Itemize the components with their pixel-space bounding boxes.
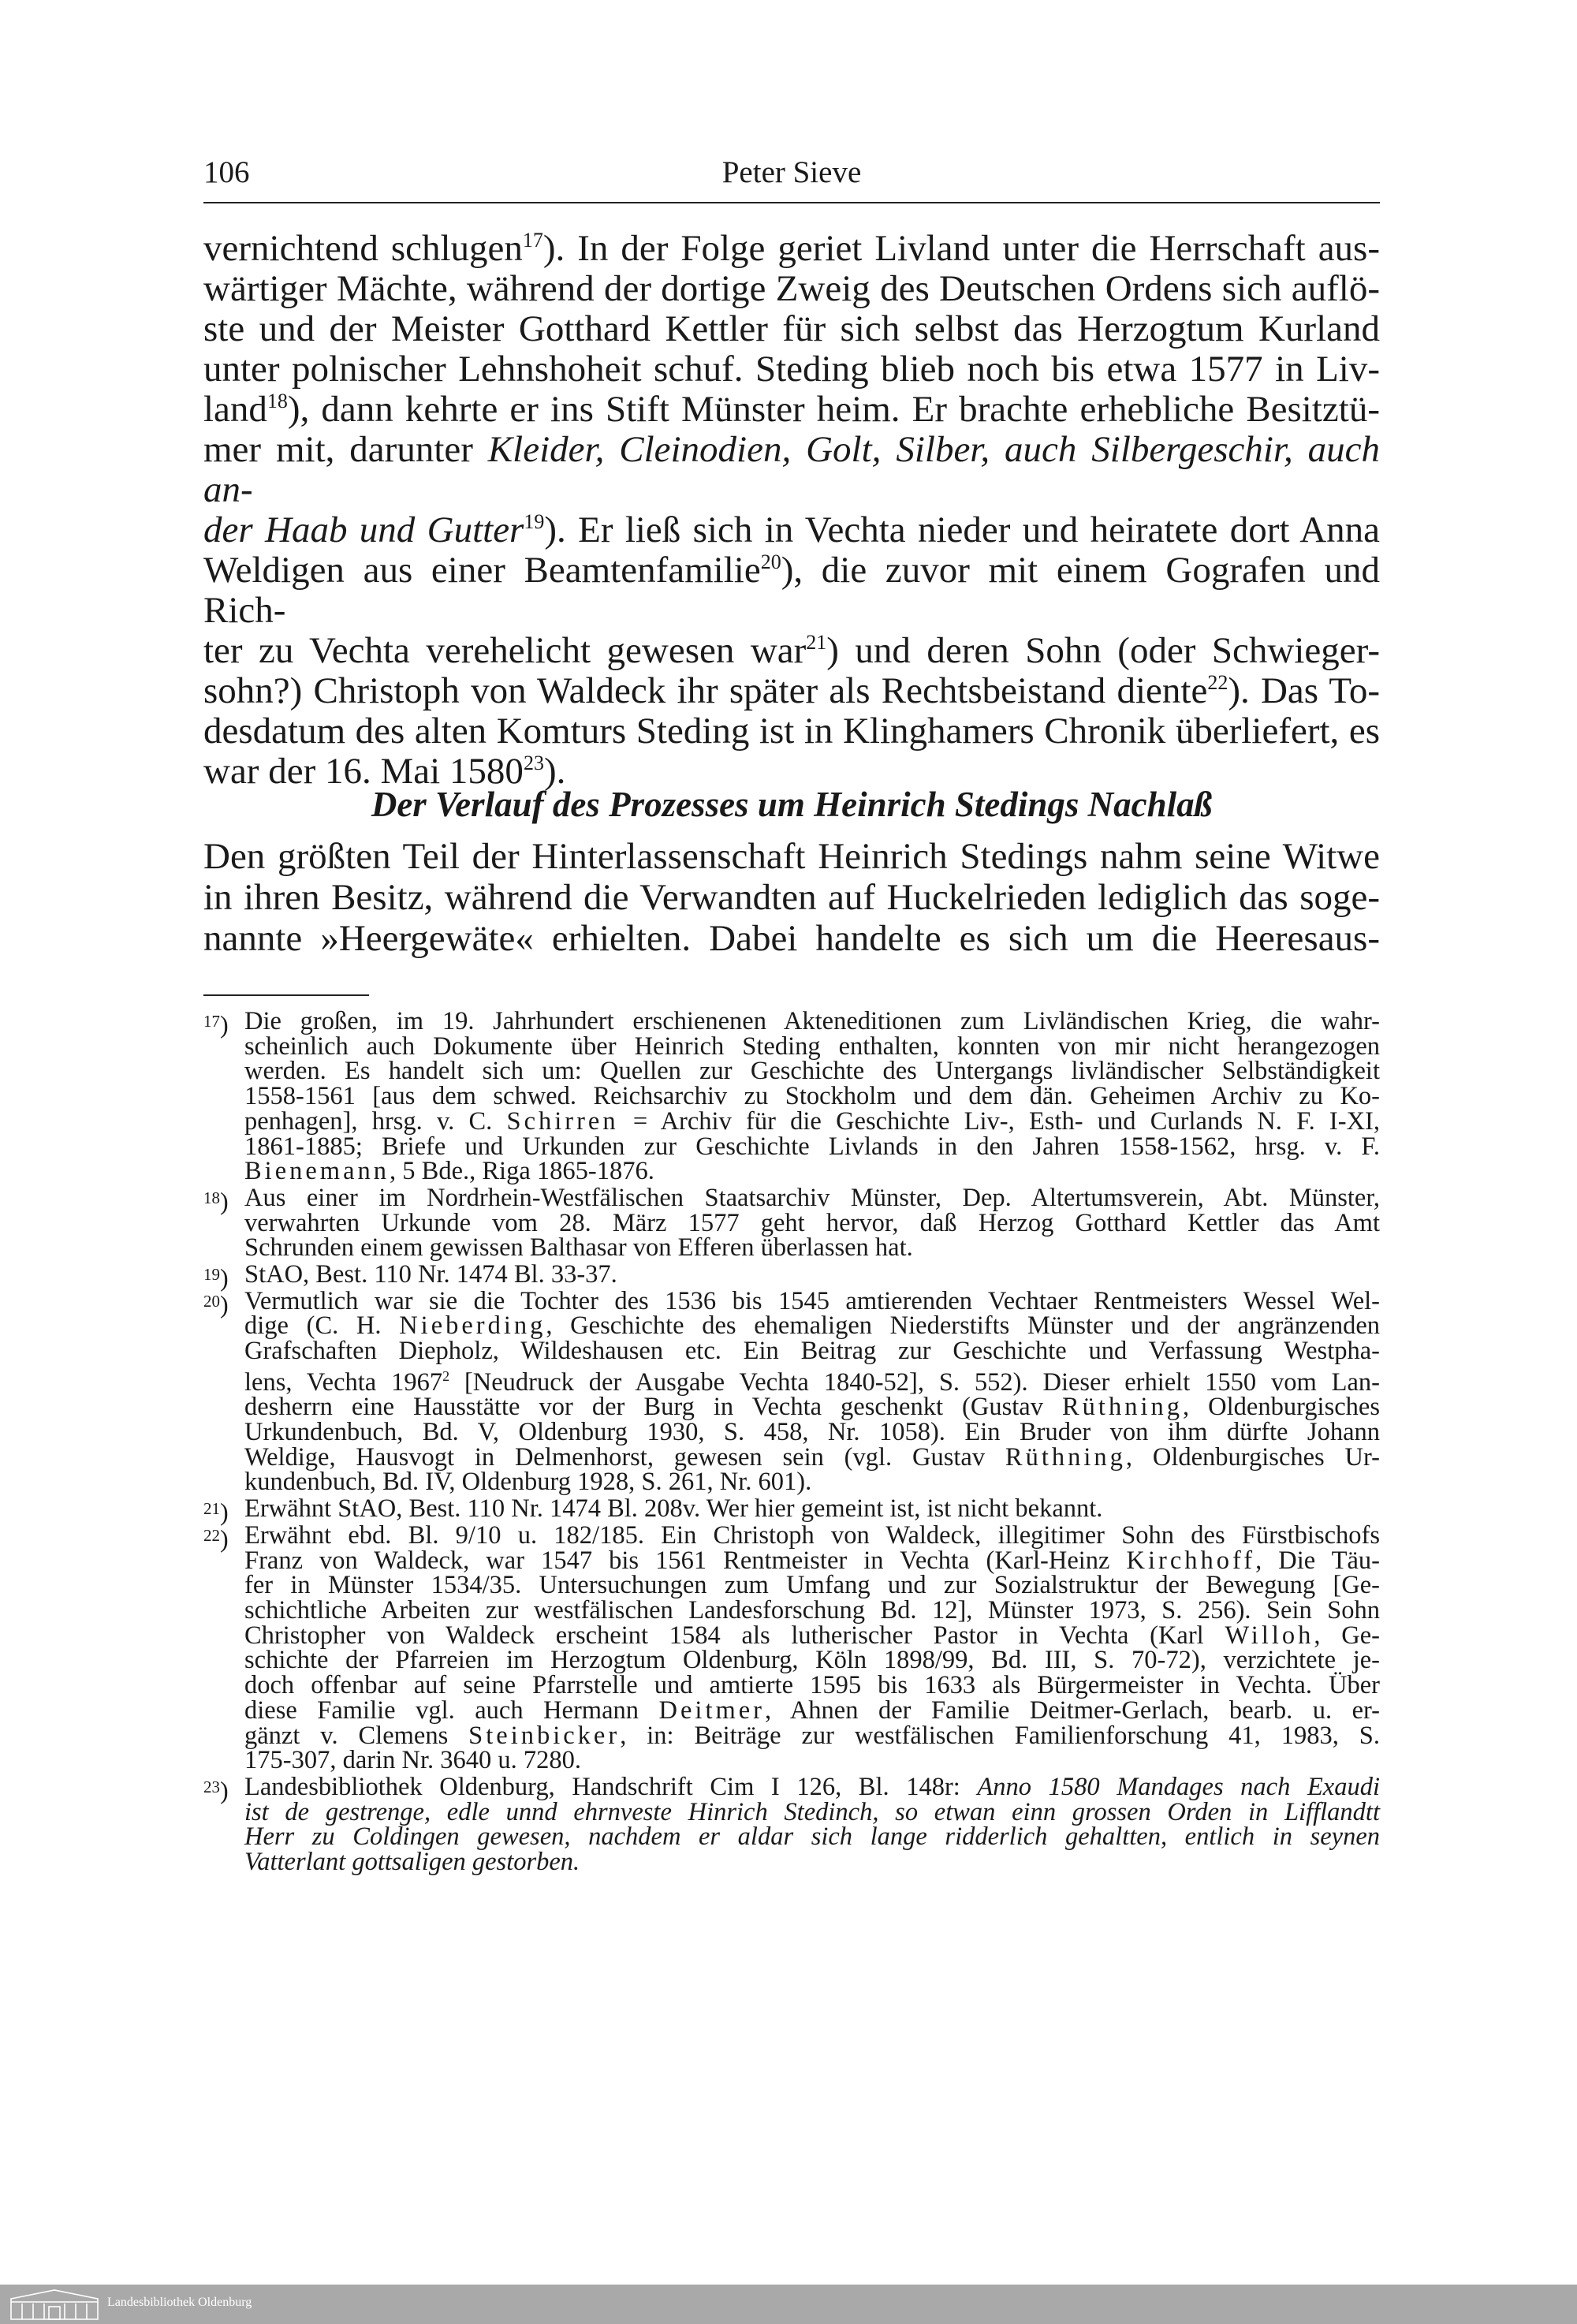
text-line: land$^{18}$), dann kehrte er ins Stift Münster heim. Er brachte erhebliche Besitztü- [203, 389, 1380, 430]
text-line: vernichtend schlugen$^{17}$). In der Folge geriet Livland unter die Herrschaft aus- [203, 228, 1380, 269]
footnote-ref[interactable]: 18 [267, 390, 288, 412]
footnote-18: $^{18}$) Aus einer im Nordrhein-Westfälischen Staatsarchiv Münster, Dep. Altertumsverein, Abt. Münster, verwahrten Urkunde vom 28. März 1577 geht hervor, daß Herzog Gotthard Kettler das Amt Schrunden einem gewissen Balthasar von Efferen überlassen hat. [203, 1183, 1380, 1263]
footnote-22: $^{22}$) Erwähnt ebd. Bl. 9/10 u. 182/185. Ein Christoph von Waldeck, illegitimer Sohn des Fürstbischofs Franz von Waldeck, war 1547 bis 1561 Rentmeister in Vechta (Karl-Heinz Kirchhoff, Die Täu- fer in Münster 1534/35. Untersuchungen zum Umfang und zur Sozialstruktur der Bewegung [Ge- schichtliche Arbeiten zur westfälischen Landesforschung Bd. 12], Münster 1973, S. 256). Sein Sohn Christopher von Waldeck erscheint 1584 als lutherischer Pastor in Vechta (Karl Willoh, Ge- schichte der Pfarreien im Herzogtum Oldenburg, Köln 1898/99, Bd. III, S. 70-72), verzichtete je- doch offenbar auf seine Pfarrstelle und amtierte 1595 bis 1633 als Bürgermeister in Vechta. Über diese Familie vgl. auch Hermann Deitmer, Ahnen der Familie Deitmer-Gerlach, bearb. u. er- gänzt v. Clemens Steinbicker, in: Beiträge zur westfälischen Familienforschung 41, 1983, S. 175-307, darin Nr. 3640 u. 7280. [203, 1520, 1380, 1775]
author-name: Rüthning [1005, 1442, 1126, 1472]
footnote-number: $^{17}$) [203, 1010, 229, 1039]
running-head: Peter Sieve [721, 155, 862, 189]
text-line: nannte »Heergewäte« erhielten. Dabei handelte es sich um die Heeresaus- [203, 918, 1380, 959]
footnote-divider [203, 994, 369, 996]
library-name: Landesbibliothek Oldenburg [107, 2296, 252, 2309]
quoted-text: Kleider, Cleinodien, Golt, Silber, auch Silbergeschir, auch an- [203, 429, 1380, 510]
text-line: wärtiger Mächte, während der dortige Zweig des Deutschen Ordens sich auflö- [203, 268, 1380, 309]
page-header [203, 155, 1380, 203]
quoted-text: Herr zu Coldingen gewesen, nachdem er aldar sich lange ridderlich gehaltten, entlich in seynen [244, 1822, 1380, 1852]
text-line: Weldigen aus einer Beamtenfamilie$^{20}$), die zuvor mit einem Gografen und Rich- [203, 550, 1381, 631]
author-name: Kirchhoff [1126, 1546, 1256, 1575]
text-line: in ihren Besitz, während die Verwandten auf Huckelrieden lediglich das soge- [203, 877, 1380, 918]
footnote-23: $^{23}$) Landesbibliothek Oldenburg, Handschrift Cim I 126, Bl. 148r: Anno 1580 Mandages nach Exaudi ist de gestrenge, edle unnd ehrnveste Hinrich Stedinch, so etwan einn grossen Orden in Lifflandtt Herr zu Coldingen gewesen, nachdem er aldar sich lange ridderlich gehaltten, entlich in seynen Vatterlant gottsaligen gestorben. [203, 1772, 1380, 1877]
section-paragraph [203, 836, 1380, 959]
quoted-text: Anno 1580 Mandages nach Exaudi [977, 1772, 1380, 1801]
quoted-text: Vatterlant gottsaligen gestorben. [244, 1848, 580, 1877]
author-name: Willoh [1225, 1621, 1314, 1650]
footnote-20: $^{20}$) Vermutlich war sie die Tochter des 1536 bis 1545 amtierenden Vechtaer Rentmeisters Wessel Wel- dige (C. H. Nieberding, Geschichte des ehemaligen Niederstifts Münster und der angränzenden Grafschaften Diepholz, Wildeshausen etc. Ein Beitrag zur Geschichte und Verfassung Westpha- lens, Vechta 1967$^2$ [Neudruck der Ausgabe Vechta 1840-52], S. 552). Dieser erhielt 1550 vom Lan- desherrn eine Hausstätte vor der Burg in Vechta geschenkt (Gustav Rüthning, Oldenburgisches Urkundenbuch, Bd. V, Oldenburg 1930, S. 458, Nr. 1058). Ein Bruder von ihm dürfte Johann Weldige, Hausvogt in Delmenhorst, gewesen sein (vgl. Gustav Rüthning, Oldenburgisches Ur- kundenbuch, Bd. IV, Oldenburg 1928, S. 261, Nr. 601). [203, 1286, 1380, 1497]
quoted-text: der Haab und Gutter [203, 509, 524, 550]
quoted-text: ist de gestrenge, edle unnd ehrnveste Hinrich Stedinch, so etwan einn grossen Orden in Lifflandtt [244, 1797, 1380, 1826]
page-number: 106 [203, 155, 250, 189]
text-line: desdatum des alten Komturs Steding ist in Klinghamers Chronik überliefert, es [203, 711, 1380, 752]
text-line: ste und der Meister Gotthard Kettler für sich selbst das Herzogtum Kurland [203, 308, 1380, 349]
text-line: sohn?) Christoph von Waldeck ihr später als Rechtsbeistand diente$^{22}$). Das To- [203, 670, 1380, 711]
text-line: war der 16. Mai 1580$^{23}$). [203, 751, 566, 792]
author-name: Deitmer [658, 1695, 765, 1725]
footnote-number: $^{19}$) [203, 1263, 229, 1293]
text-line: Den größten Teil der Hinterlassenschaft Heinrich Stedings nahm seine Witwe [203, 836, 1380, 877]
footnote-ref[interactable]: 19 [524, 510, 545, 533]
text-line: unter polnischer Lehnshoheit schuf. Steding blieb noch bis etwa 1577 in Liv- [203, 349, 1380, 390]
library-building-icon [8, 2288, 101, 2321]
author-name: Steinbicker [468, 1721, 621, 1750]
footnote-17: $^{17}$) Die großen, im 19. Jahrhundert erschienenen Akteneditionen zum Livländischen Krieg, die wahr- scheinlich auch Dokumente über Heinrich Steding enthalten, konnten von mir nicht herangezogen werden. Es handelt sich um: Quellen zur Geschichte des Untergangs livländischer Selbständigkeit 1558-1561 [aus dem schwed. Reichsarchiv zu Stockholm und dem dän. Geheimen Archiv zu Ko- penhagen], hrsg. v. C. Schirren = Archiv für die Geschichte Liv-, Esth- und Curlands N. F. I-XI, 1861-1885; Briefe und Urkunden zur Geschichte Livlands in den Jahren 1558-1562, hrsg. v. F. Bienemann, 5 Bde., Riga 1865-1876. [203, 1007, 1380, 1186]
footnote-number: $^{18}$) [203, 1186, 229, 1215]
author-name: Schirren [506, 1106, 619, 1136]
footnote-ref[interactable]: 22 [1207, 671, 1228, 694]
author-name: Nieberding [399, 1311, 546, 1341]
footnote-number: $^{20}$) [203, 1289, 229, 1319]
text-line: der Haab und Gutter$^{19}$). Er ließ sich in Vechta nieder und heiratete dort Anna [203, 509, 1380, 550]
text-line: ter zu Vechta verehelicht gewesen war$^{21}$) und deren Sohn (oder Schwieger- [203, 630, 1380, 671]
footnotes [203, 1009, 1380, 1877]
author-name: Bienemann [244, 1157, 390, 1186]
footnote-number: $^{23}$) [203, 1775, 229, 1804]
body-paragraph [203, 229, 1380, 792]
footnote-ref[interactable]: 20 [760, 550, 781, 573]
section-heading: Der Verlauf des Prozesses um Heinrich Stedings Nachlaß [371, 785, 1213, 824]
text-line: mer mit, darunter Kleider, Cleinodien, Golt, Silber, auch Silbergeschir, auch an- [203, 429, 1380, 510]
author-name: Rüthning [1061, 1393, 1183, 1422]
footnote-21: $^{21}$) Erwähnt StAO, Best. 110 Nr. 1474 Bl. 208v. Wer hier gemeint ist, ist nicht bekannt. [203, 1494, 1103, 1527]
footnote-ref[interactable]: 21 [806, 631, 827, 654]
footnote-number: $^{21}$) [203, 1498, 229, 1527]
footnote-number: $^{22}$) [203, 1524, 229, 1553]
footer-bar [0, 2285, 1577, 2324]
footnote-19: $^{19}$) StAO, Best. 110 Nr. 1474 Bl. 33-37. [203, 1260, 617, 1293]
footnote-ref[interactable]: 23 [523, 752, 544, 774]
footnote-ref[interactable]: 17 [522, 229, 543, 252]
